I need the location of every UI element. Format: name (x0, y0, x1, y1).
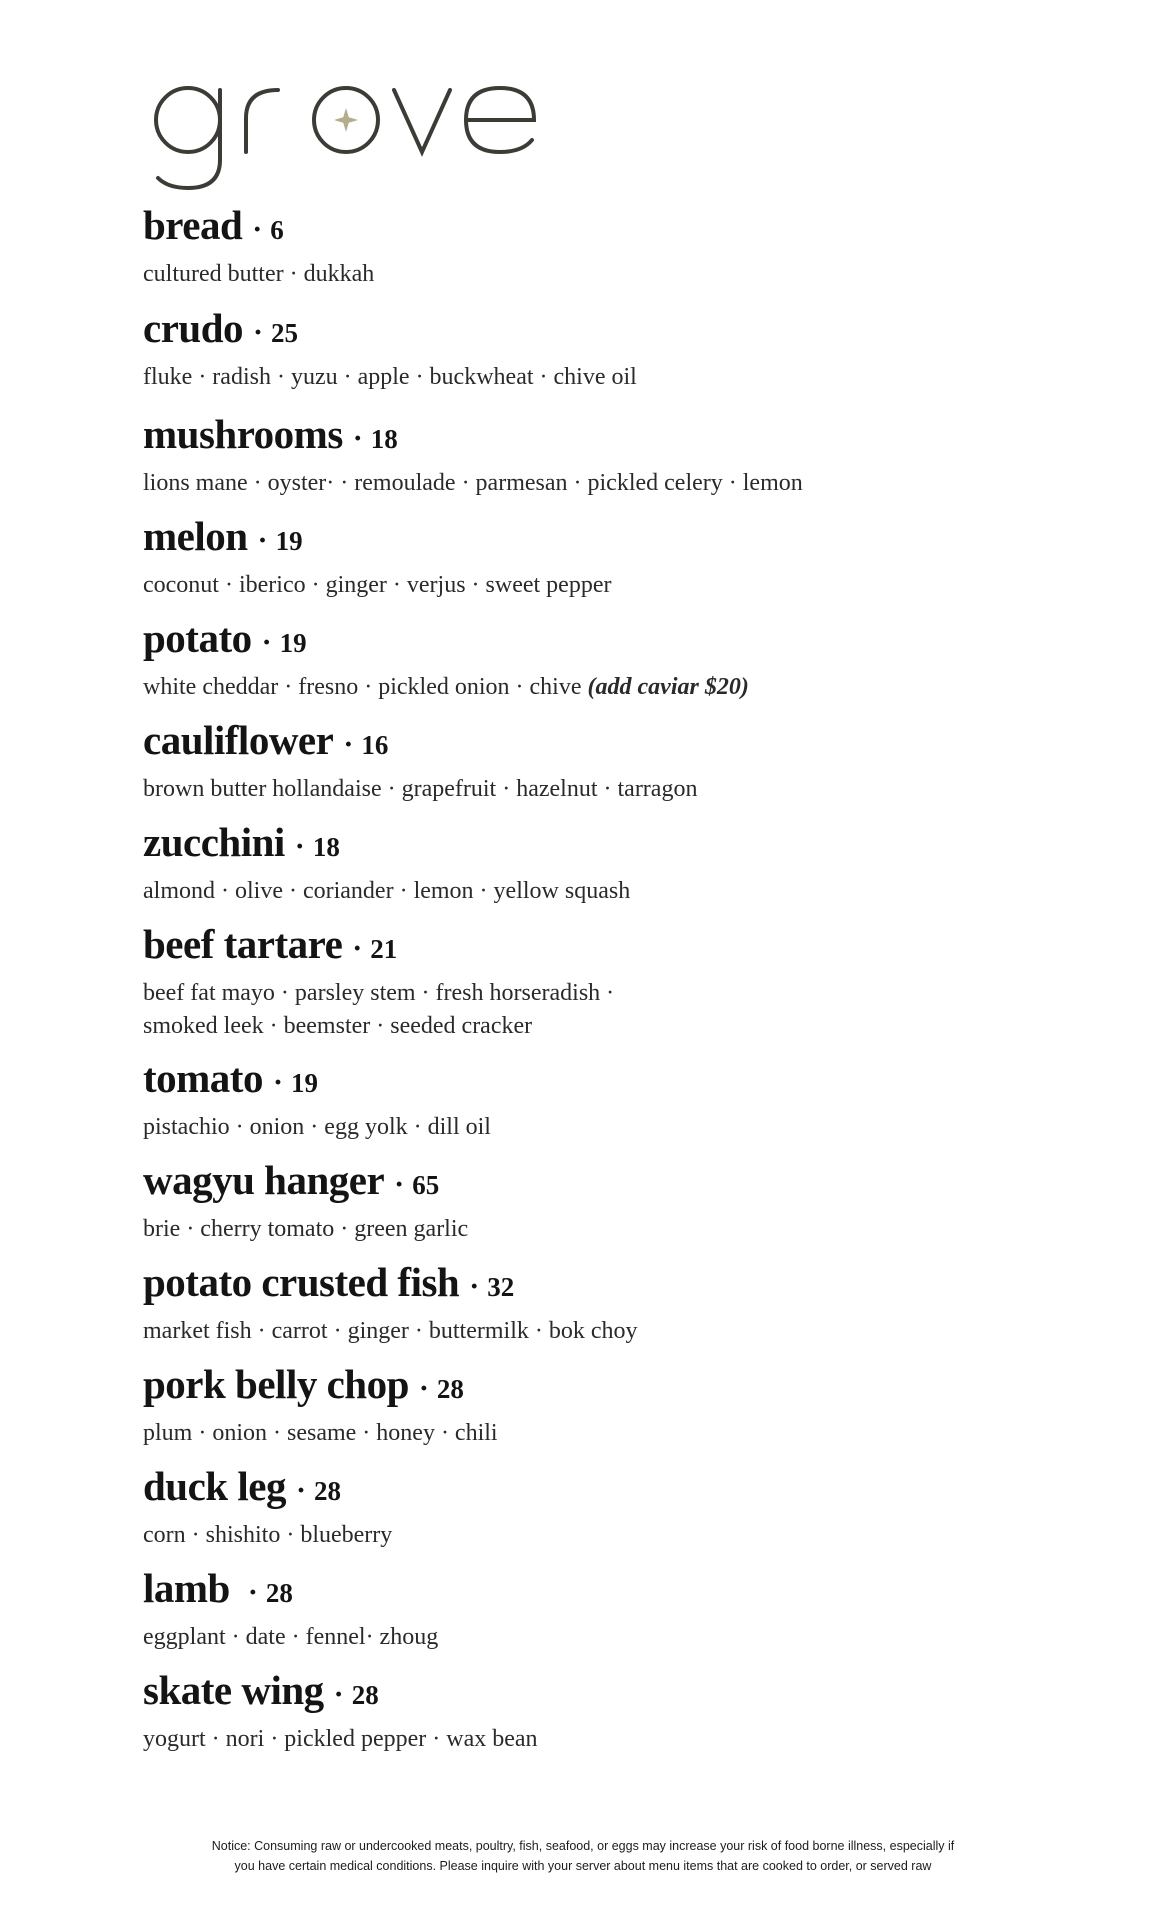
description-line: yogurt · nori · pickled pepper · wax bean (143, 1726, 538, 1752)
price-separator: · (352, 932, 363, 965)
menu-item (143, 1361, 1043, 1450)
notice-line: you have certain medical conditions. Please inquire with your server about menu items that are cooked to order, or served raw (234, 1859, 932, 1873)
price-separator: · (261, 626, 272, 659)
notice-line: Notice: Consuming raw or undercooked meats, poultry, fish, seafood, or eggs may increase your risk of food borne illness, especially if (211, 1839, 955, 1853)
item-description (143, 467, 1043, 500)
item-price: 65 (412, 1170, 440, 1200)
diamond-ornament-icon (334, 108, 358, 132)
item-description (143, 361, 1043, 394)
item-name: beef tartare (143, 921, 343, 967)
item-description (143, 773, 1043, 806)
item-description (143, 875, 1043, 908)
item-price: 28 (265, 1578, 293, 1608)
description-line: smoked leek · beemster · seeded cracker (143, 1013, 533, 1039)
price-separator: · (252, 213, 263, 246)
description-line: brown butter hollandaise · grapefruit · hazelnut · tarragon (143, 776, 698, 802)
item-name: lamb (143, 1565, 230, 1611)
menu-item (143, 1259, 1043, 1348)
price-separator: · (469, 1270, 480, 1303)
item-price: 19 (275, 526, 303, 556)
item-price: 19 (279, 628, 307, 658)
description-line: market fish · carrot · ginger · buttermilk · bok choy (143, 1318, 638, 1344)
item-price: 28 (436, 1374, 464, 1404)
price-separator: · (253, 316, 264, 349)
menu-item (143, 305, 1043, 394)
grove-logo (150, 78, 550, 198)
item-name: skate wing (143, 1667, 324, 1713)
food-safety-notice (180, 1836, 986, 1876)
description-line: beef fat mayo · parsley stem · fresh horseradish · (143, 980, 615, 1006)
menu-item (143, 615, 1043, 704)
menu-item (143, 717, 1043, 806)
item-description (143, 1723, 1043, 1756)
description-line: white cheddar · fresno · pickled onion · chive (143, 674, 582, 700)
menu-item (143, 202, 1043, 291)
menu-item (143, 819, 1043, 908)
item-description (143, 1417, 1043, 1450)
description-line: lions mane · oyster· · remoulade · parmesan · pickled celery · lemon (143, 470, 803, 496)
price-separator: · (257, 524, 268, 557)
item-price: 16 (361, 730, 389, 760)
item-price: 6 (270, 215, 284, 245)
item-name: crudo (143, 305, 243, 351)
item-name: cauliflower (143, 717, 334, 763)
item-price: 18 (370, 424, 398, 454)
item-description (143, 1213, 1043, 1246)
price-separator: · (295, 1474, 306, 1507)
item-price: 32 (487, 1272, 515, 1302)
menu-item (143, 411, 1043, 500)
description-line: coconut · iberico · ginger · verjus · sweet pepper (143, 572, 612, 598)
item-name: potato (143, 615, 252, 661)
menu-item (143, 1157, 1043, 1246)
item-name: wagyu hanger (143, 1157, 385, 1203)
menu-item (143, 1667, 1043, 1756)
description-line: brie · cherry tomato · green garlic (143, 1216, 469, 1242)
description-line: pistachio · onion · egg yolk · dill oil (143, 1114, 491, 1140)
description-line: almond · olive · coriander · lemon · yellow squash (143, 878, 631, 904)
item-price: 28 (313, 1476, 341, 1506)
item-price: 21 (370, 934, 398, 964)
price-separator: · (247, 1576, 258, 1609)
description-line: cultured butter · dukkah (143, 261, 375, 287)
price-separator: · (272, 1066, 283, 1099)
grove-logo-mark (150, 78, 550, 198)
item-name: bread (143, 202, 243, 248)
item-price: 18 (312, 832, 340, 862)
item-description (143, 1111, 1043, 1144)
item-description (143, 1315, 1043, 1348)
item-name: pork belly chop (143, 1361, 409, 1407)
price-separator: · (294, 830, 305, 863)
item-name: mushrooms (143, 411, 343, 457)
item-name: potato crusted fish (143, 1259, 460, 1305)
item-name: melon (143, 513, 248, 559)
price-separator: · (394, 1168, 405, 1201)
menu-item (143, 1565, 1043, 1654)
menu-item (143, 921, 1043, 1043)
description-line: plum · onion · sesame · honey · chili (143, 1420, 498, 1446)
item-name: duck leg (143, 1463, 286, 1509)
item-price: 25 (271, 318, 299, 348)
menu-item (143, 1055, 1043, 1144)
item-name: tomato (143, 1055, 263, 1101)
item-description (143, 1621, 1043, 1654)
price-separator: · (418, 1372, 429, 1405)
item-name: zucchini (143, 819, 285, 865)
caviar-addon-note: (add caviar $20) (587, 674, 749, 700)
menu-item (143, 513, 1043, 602)
menu-item (143, 1463, 1043, 1552)
item-price: 19 (290, 1068, 318, 1098)
item-description (143, 1519, 1043, 1552)
price-separator: · (343, 728, 354, 761)
item-description (143, 977, 1043, 1043)
item-description (143, 569, 1043, 602)
item-price: 28 (351, 1680, 379, 1710)
item-description (143, 671, 1043, 704)
description-line: corn · shishito · blueberry (143, 1522, 393, 1548)
item-description (143, 258, 1043, 291)
description-line: eggplant · date · fennel· zhoug (143, 1624, 439, 1650)
description-line: fluke · radish · yuzu · apple · buckwheat · chive oil (143, 364, 637, 390)
price-separator: · (352, 422, 363, 455)
price-separator: · (333, 1678, 344, 1711)
